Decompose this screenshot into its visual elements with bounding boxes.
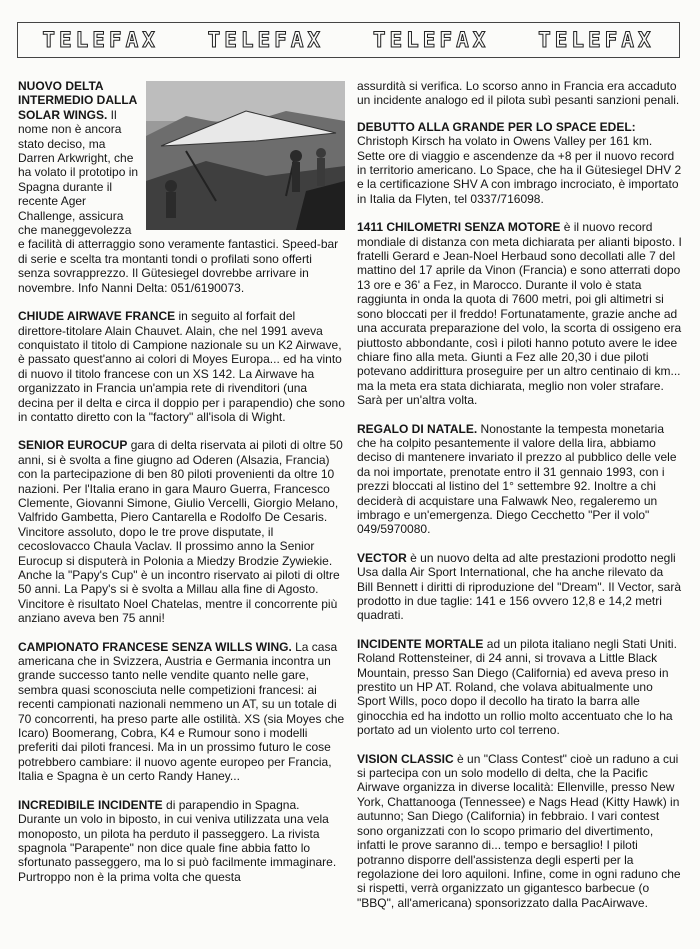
article-vector xyxy=(357,551,682,623)
banner-word: TELEFAX xyxy=(42,28,159,52)
article-vision-classic xyxy=(357,752,682,910)
article-text: ad un pilota italiano negli Stati Uniti. Roland Rottensteiner, di 24 anni, si trovava a Little Black Mountain, presso San Diego (California) ed aveva preso in prestito un HP AT. Roland, che volava abitualmente uno Sport Wills, poco dopo il decollo ha tirato la barra alle ginocchia ed ha indotto un rollio molto accentuato che lo ha portato ad un violento urto col terreno. xyxy=(357,636,677,738)
article-headline: CHIUDE AIRWAVE FRANCE xyxy=(18,309,176,324)
article-text: Nonostante la tempesta monetaria che ha colpito pesantemente il valore della lira, abbiamo deciso di mantenere invariato il prezzo al pubblico delle vele da noi importate, prenotate entro il 31 gennaio 1993, con i prezzi bloccati al listino del 1° settembre 92. Inoltre a chi deciderà di acquistare una Falwawk Neo, regaleremo un imbrago e un'emergenza. Diego Cecchetto "Per il volo" 049/5970080. xyxy=(357,421,677,537)
article-text: Christoph Kirsch ha volato in Owens Valley per 161 km. Sette ore di viaggio e ascendenze da +8 per il nuovo record in territorio americano. Lo Space, che ha il Gütesiegel DHV 2 e la certificazione SHV A con imbrago incrociato, è importato in Italia da Flyten, tel 0337/716098. xyxy=(357,134,682,206)
banner-word: TELEFAX xyxy=(538,28,655,52)
article-headline: DEBUTTO ALLA GRANDE PER LO SPACE EDEL: xyxy=(357,119,636,134)
article-1411-km xyxy=(357,220,682,407)
hang-glider-photo xyxy=(146,81,345,230)
article-airwave-france xyxy=(18,309,345,424)
article-regalo-natale xyxy=(357,422,682,537)
article-headline: REGALO DI NATALE. xyxy=(357,421,478,436)
left-column xyxy=(18,79,345,898)
article-incredibile-incidente xyxy=(18,798,345,884)
article-text: è un "Class Contest" cioè un raduno a cui si partecipa con un solo modello di delta, che la Pacific Airwave organizza in diverse località: Ellenville, presso New York, Chattanooga (Tennessee) e Nags Head (Kitty Hawk) in autunno; San Diego (California) in febbraio. I vari contest sono organizzati con lo scopo primario del divertimento, infatti le prove saranno di... tempo e bersaglio! I piloti potranno disporre dell'assistenza degli esperti per la regolazione dei loro aquiloni. Infine, come in ogni raduno che si rispetti, verrà organizzato un gigantesco barbecue (o "BBQ", all'americana) sponsorizzato dalla PacAirwave. xyxy=(357,751,681,910)
article-senior-eurocup xyxy=(18,438,345,625)
article-headline: VECTOR xyxy=(357,550,407,565)
article-headline: VISION CLASSIC xyxy=(357,751,454,766)
banner-word: TELEFAX xyxy=(372,28,490,52)
article-text: Il nome non è ancora stato deciso, ma Darren Arkwright, che ha volato il prototipo in Spagna durante il recente Ager Challenge, assicura che maneggevolezza e facilità di atterraggio sono veramente fantastici. Speed-bar di serie e scelta tra montanti tondi o profilati sono offerti senza sovrapprezzo. Il Gütesiegel dovrebbe arrivare in novembre. Info Nanni Delta: 051/6190073. xyxy=(18,107,339,295)
right-column xyxy=(357,79,682,924)
article-text-continued: Anche la "Papy's Cup" è un incontro riservato ai piloti di oltre 50 anni. La Papy's si è svolta a Millau alla fine di Agosto. Vincitore è risultato Noel Chatelas, mentre il concorrente più anziano aveva ben 75 anni! xyxy=(18,568,340,626)
article-text: La casa americana che in Svizzera, Austria e Germania incontra un grande successo tanto nelle vendite quanto nelle gare, sembra quasi sconosciuta nelle competizioni francesi: ai recenti campionati nazionali nemmeno un AT, su un totale di 70 concorrenti, ha preso parte alle ostilità. XS (sia Moyes che Icaro) Boomerang, Cobra, K4 e Rumour sono i modelli preferiti dai piloti francesi. Ma in un prossimo futuro le cose potrebbero cambiare: il nuovo agente europeo per Francia, Italia e Spagna è un certo Randy Haney... xyxy=(18,639,345,784)
article-campionato-francese xyxy=(18,640,345,784)
article-solar-wings xyxy=(18,79,345,295)
article-headline: INCIDENTE MORTALE xyxy=(357,636,484,651)
article-text: di parapendio in Spagna. Durante un volo in biposto, in cui veniva utilizzata una vela monoposto, un pilota ha perduto il passeggero. La rivista spagnola "Parapente" non dice quale fine abbia fatto lo sfortunato passeggero, ma lo si può facilmente immaginare. Purtroppo non è la prima volta che questa xyxy=(18,797,337,884)
article-headline: NUOVO DELTA INTERMEDIO DALLA SOLAR WINGS. xyxy=(18,79,137,122)
article-text: in seguito al forfait del direttore-titolare Alain Chauvet. Alain, che nel 1991 aveva conquistato il titolo di Campione nazionale su un K2 Airwave, è passato quest'anno ai colori di Moyes Europa... ed ha vinto di nuovo il titolo francese con un XS 142. La Airwave ha organizzato in Francia un'ampia rete di rivenditori (una decina per il delta e circa il doppio per i parapendio) che sono in contatto diretto con la "factory" all'isola di Wight. xyxy=(18,309,345,424)
article-space-edel xyxy=(357,120,682,206)
article-text: è un nuovo delta ad alte prestazioni prodotto negli Usa dalla Air Sport International, che ha anche rilevato da Bill Bennett i diritti di riproduzione del "Dream". Il Vector, sarà prodotto in due taglie: 141 e 156 ovvero 12,8 e 14,2 metri quadrati. xyxy=(357,550,681,623)
article-headline: CAMPIONATO FRANCESE SENZA WILLS WING. xyxy=(18,639,292,654)
article-headline: INCREDIBILE INCIDENTE xyxy=(18,797,163,812)
article-continuation: assurdità si verifica. Lo scorso anno in Francia era accaduto un incidente analogo ed il pilota subì pesanti sanzioni penali. xyxy=(357,79,680,108)
article-text: è il nuovo record mondiale di distanza con meta dichiarata per alianti biposto. I fratelli Gerard e Jean-Noel Herbaud sono decollati alle 7 del mattino del 17 aprile da Vinon (Francia) e sono atterrati dopo 13 ore e 36' a Fez, in Marocco. Durante il volo è stata raggiunta in onda la quota di 7600 metri, poi gli altimetri si sono bloccati per il freddo! Fortunatamente, grazie anche ad una accurata preparazione del volo, la scorta di ossigeno era piuttosto abbondante, così i piloti hanno potuto avere le idee chiare fino alla meta. Giunti a Fez alle 20,30 i due piloti potevano addirittura proseguire per un altro centinaio di km... ma la meta era stata dichiarata, meglio non voler strafare. Sarà per un'altra volta. xyxy=(357,220,682,408)
article-incidente-mortale xyxy=(357,637,682,738)
telefax-banner xyxy=(17,22,680,58)
article-text: gara di delta riservata ai piloti di oltre 50 anni, si è svolta a fine giugno ad Oderen (Alsazia, Francia) con la partecipazione di ben 80 piloti provenienti da oltre 10 nazioni. Per l'Italia erano in gara Mauro Guerra, Francesco Clemente, Giovanni Simone, Giulio Vercelli, Giorgio Melano, Valfrido Gambetta, Piero Cantarella e Rodolfo De Cesaris. Vincitore assoluto, dopo le tre prove disputate, il cecoslovacco Chaula Vaclav. Il prossimo anno la Senior Eurocup si disputerà in Polonia a Miedzy Brodzie Zywiekie. xyxy=(18,438,343,568)
banner-word: TELEFAX xyxy=(207,28,325,52)
hang-glider-photo-illustration xyxy=(146,81,345,230)
article-headline: SENIOR EUROCUP xyxy=(18,438,128,453)
article-headline: 1411 CHILOMETRI SENZA MOTORE xyxy=(357,220,561,235)
